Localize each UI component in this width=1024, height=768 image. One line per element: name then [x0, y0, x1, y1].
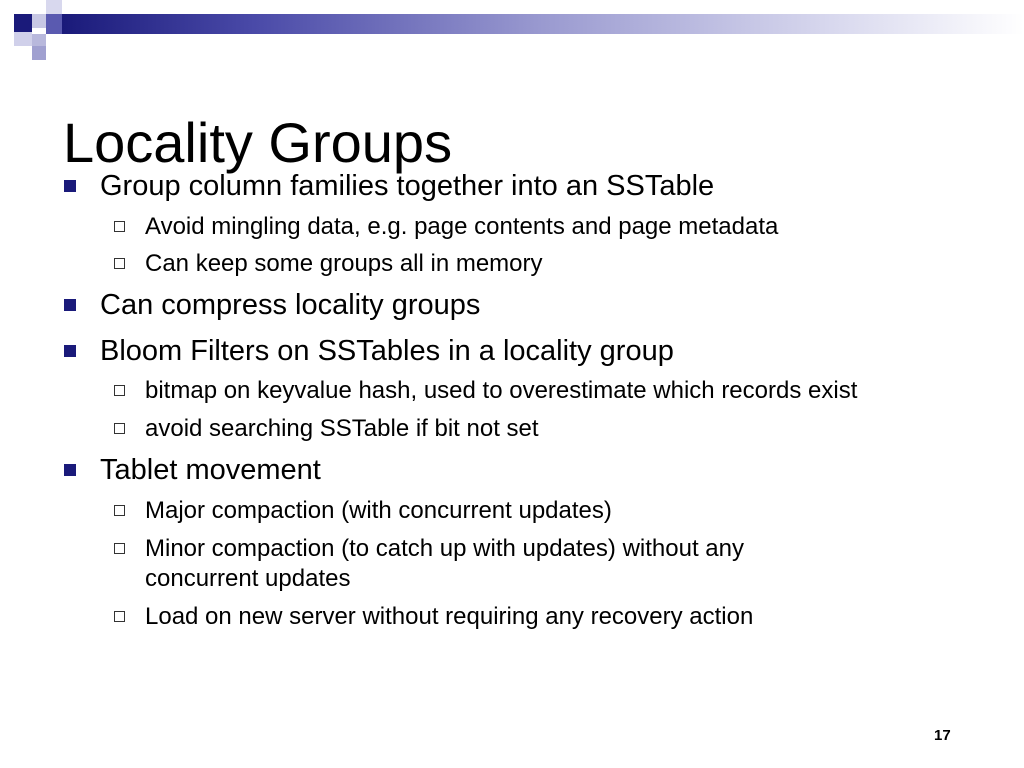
bullet-item	[100, 453, 321, 487]
sub-bullet-text: Minor compaction (to catch up with updates) without any	[145, 535, 744, 562]
header-square-light	[14, 32, 32, 46]
square-bullet-icon	[64, 345, 76, 357]
sub-bullet-item	[145, 602, 753, 632]
sub-bullet-text: Can keep some groups all in memory	[145, 250, 543, 277]
sub-bullet-item	[145, 212, 778, 242]
square-bullet-icon	[64, 180, 76, 192]
bullet-item	[100, 169, 714, 203]
hollow-square-bullet-icon	[114, 611, 125, 622]
page-number: 17	[934, 727, 951, 744]
sub-bullet-continuation	[145, 564, 350, 594]
hollow-square-bullet-icon	[114, 221, 125, 232]
sub-bullet-item	[145, 496, 612, 526]
bullet-text: Group column families together into an SSTable	[100, 170, 715, 202]
header-square-light	[32, 14, 46, 28]
header-square-mid	[46, 14, 62, 34]
bullet-item	[100, 334, 674, 368]
sub-bullet-text: concurrent updates	[145, 565, 351, 592]
hollow-square-bullet-icon	[114, 505, 125, 516]
sub-bullet-item	[145, 249, 543, 279]
hollow-square-bullet-icon	[114, 543, 125, 554]
sub-bullet-text: avoid searching SSTable if bit not set	[145, 415, 539, 442]
square-bullet-icon	[64, 299, 76, 311]
bullet-text: Can compress locality groups	[100, 289, 481, 321]
sub-bullet-item	[145, 534, 744, 564]
sub-bullet-text: Avoid mingling data, e.g. page contents and page metadata	[145, 213, 779, 240]
header-square-light	[32, 46, 46, 60]
square-bullet-icon	[64, 464, 76, 476]
header-square-light	[32, 34, 46, 46]
bullet-item	[100, 288, 480, 322]
hollow-square-bullet-icon	[114, 258, 125, 269]
sub-bullet-text: Load on new server without requiring any recovery action	[145, 603, 754, 630]
sub-bullet-text: Major compaction (with concurrent updates)	[145, 497, 612, 524]
hollow-square-bullet-icon	[114, 423, 125, 434]
sub-bullet-item	[145, 376, 857, 406]
slide-title: Locality Groups	[63, 110, 453, 174]
sub-bullet-item	[145, 414, 539, 444]
sub-bullet-text: bitmap on keyvalue hash, used to overestimate which records exist	[145, 377, 858, 404]
header-square-light	[46, 0, 62, 14]
bullet-text: Tablet movement	[100, 454, 321, 486]
header-square-dark	[14, 14, 32, 32]
hollow-square-bullet-icon	[114, 385, 125, 396]
header-gradient-bar	[62, 14, 1024, 34]
bullet-text: Bloom Filters on SSTables in a locality group	[100, 335, 674, 367]
